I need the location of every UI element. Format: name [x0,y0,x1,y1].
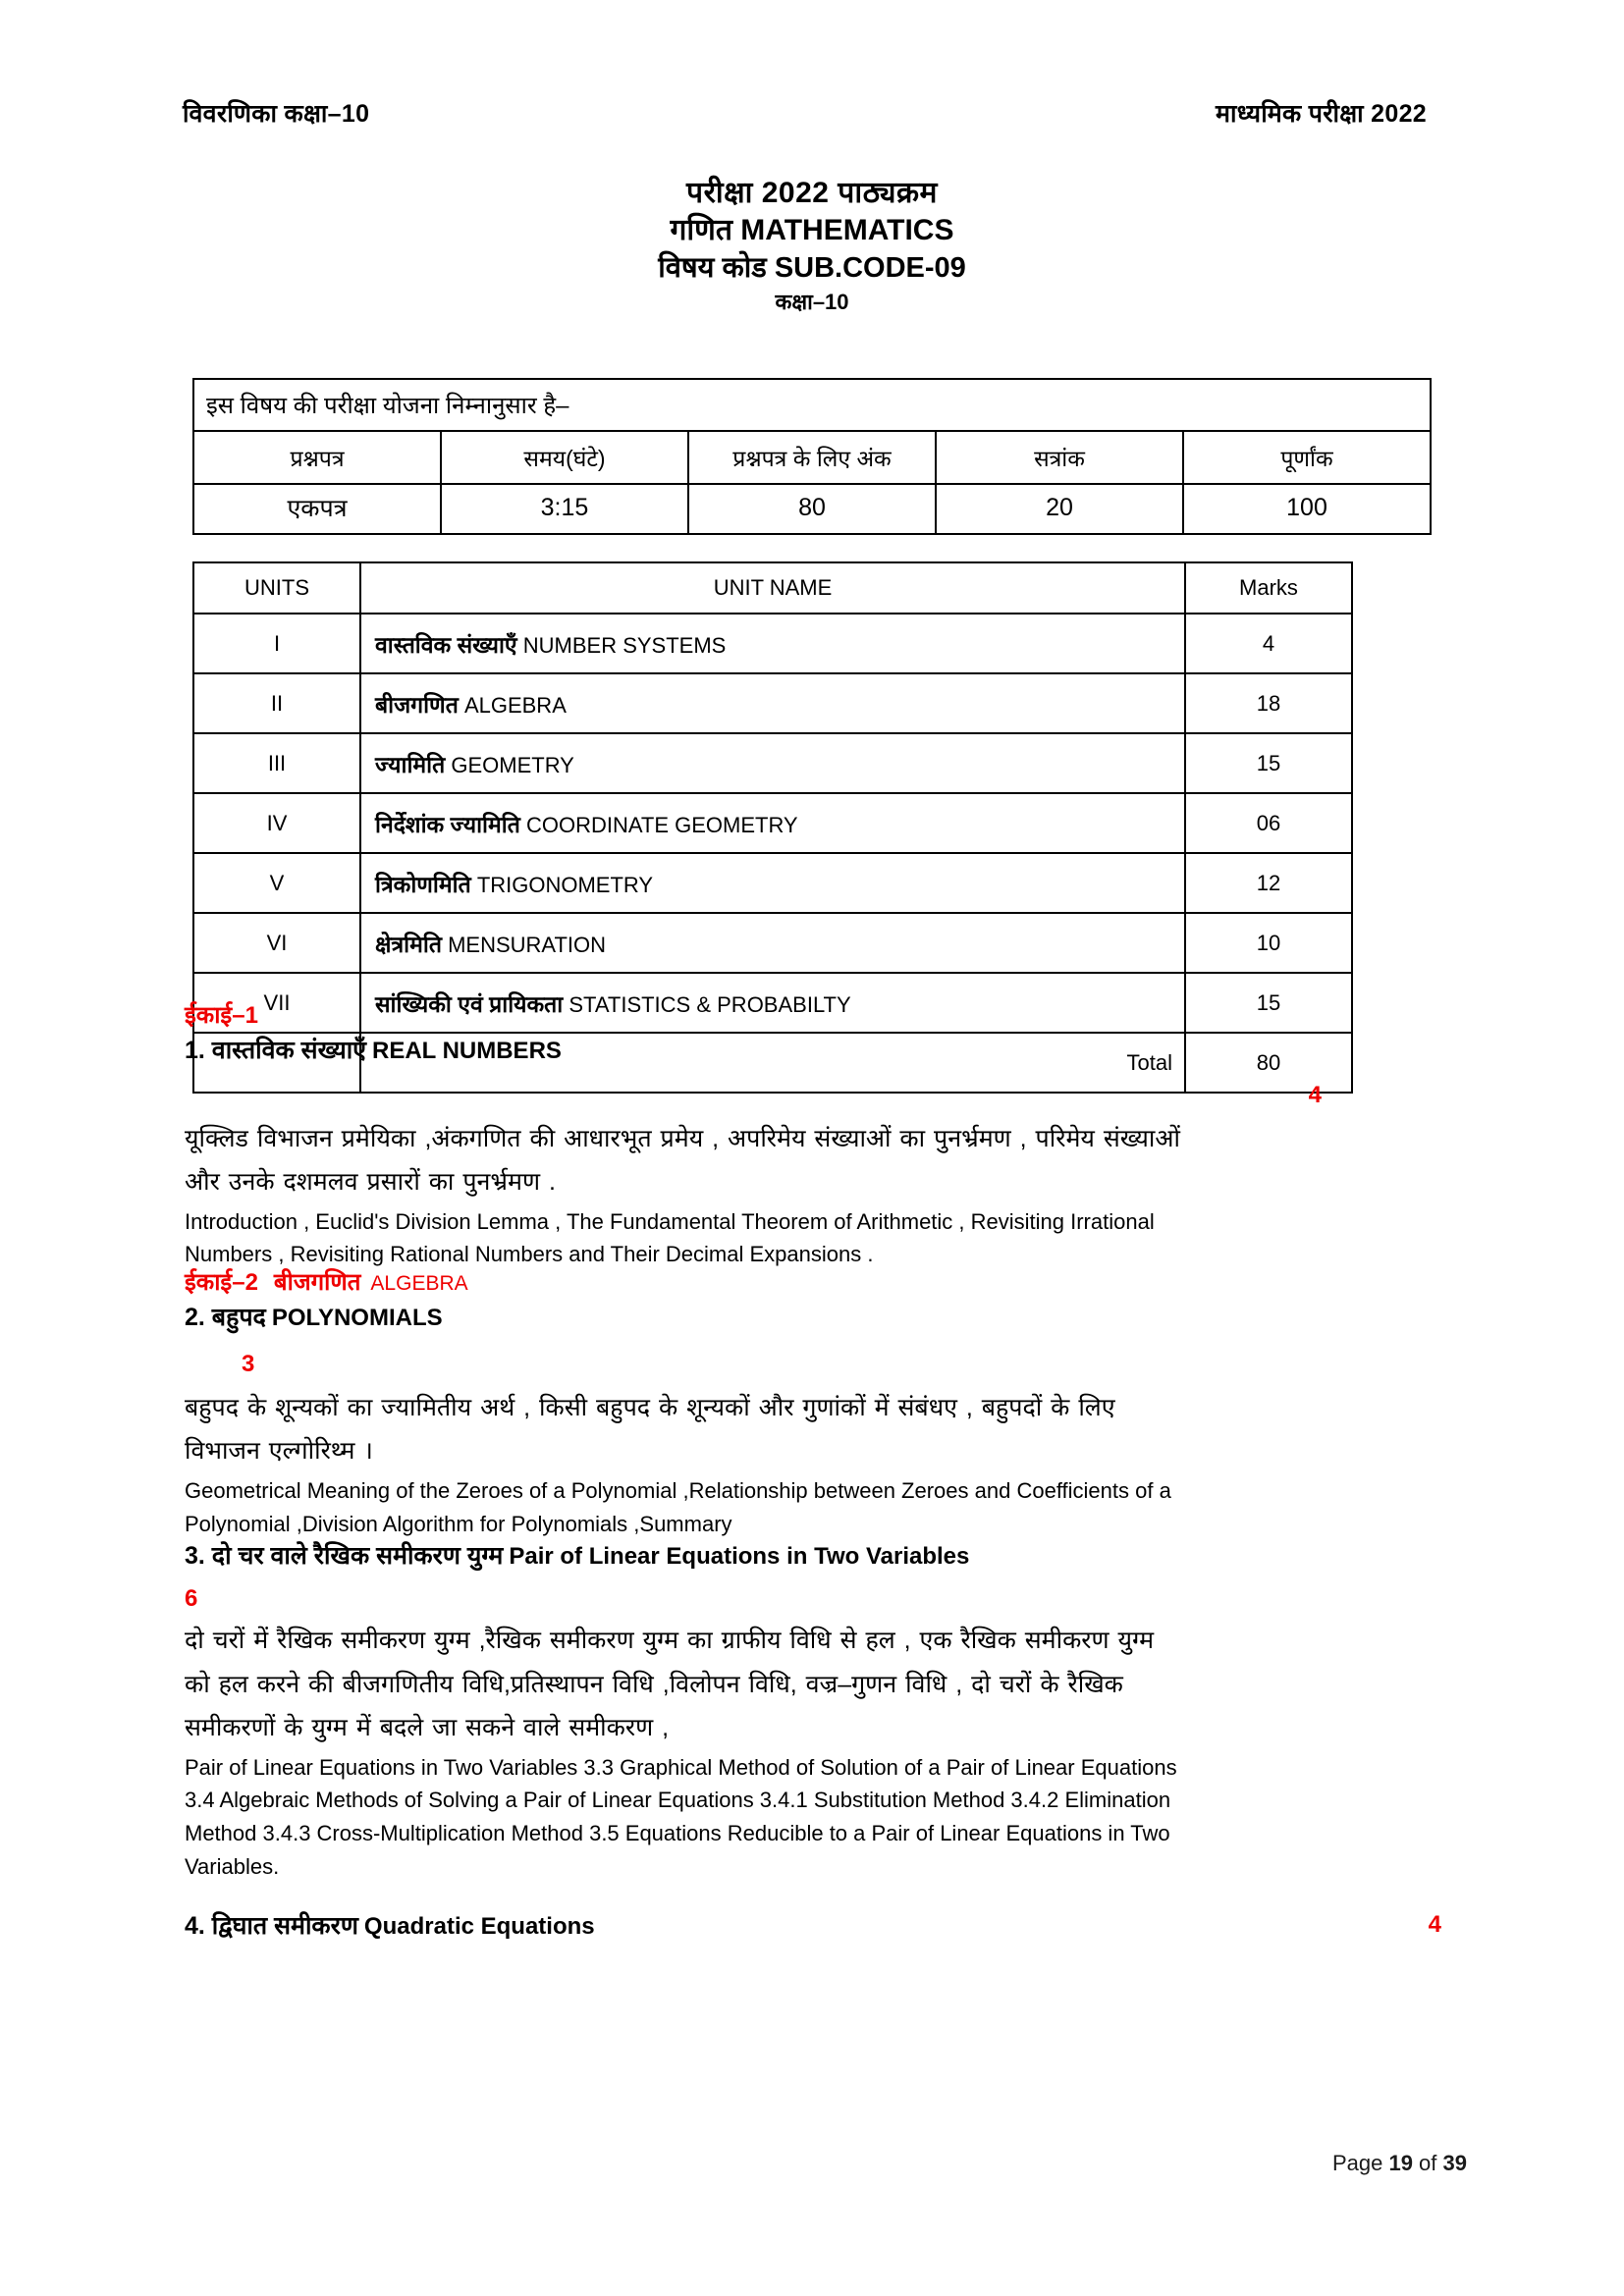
plan-value-marks: 80 [688,484,936,534]
section-3-heading-english: Pair of Linear Equations in Two Variables [509,1543,970,1571]
exam-plan-table [192,378,1432,535]
section-1-english-line-2: Numbers , Revisiting Rational Numbers and Their Decimal Expansions . [185,1242,874,1267]
unit-number: II [193,673,360,733]
unit-name-english: NUMBER SYSTEMS [522,632,727,658]
table-row [193,673,1352,733]
title-subject-line: गणित MATHEMATICS [670,214,954,247]
plan-header-sessional: सत्रांक [936,431,1183,484]
plan-value-paper: एकपत्र [193,484,441,534]
unit-name-cell [360,793,1185,853]
unit-2-tag-hindi: बीजगणित [273,1269,361,1297]
unit-name-hindi: वास्तविक संख्याएँ [375,631,517,658]
section-2-hindi-line-1: बहुपद के शून्यकों का ज्यामितीय अर्थ , किसी बहुपद के शून्यकों और गुणांकों में संबंधए , बहुपदों के लिए [185,1393,1115,1421]
unit-name-cell [360,673,1185,733]
unit-name-cell [360,913,1185,973]
table-row [193,614,1352,673]
unit-name-english: COORDINATE GEOMETRY [525,812,798,837]
unit-name-hindi: बीजगणित [375,691,459,718]
unit-number: VI [193,913,360,973]
page-title-block [0,175,1624,316]
unit-marks: 10 [1185,913,1352,973]
plan-header-time: समय(घंटे) [441,431,688,484]
unit-number: I [193,614,360,673]
unit-name-cell [360,733,1185,793]
running-head-right: माध्यमिक परीक्षा 2022 [1216,100,1427,128]
section-1-hindi-line-2: और उनके दशमलव प्रसारों का पुनर्भ्रमण . [185,1168,556,1197]
unit-marks: 15 [1185,973,1352,1033]
section-2-english-line-1: Geometrical Meaning of the Zeroes of a Polynomial ,Relationship between Zeroes and Coefficients of a [185,1477,1171,1503]
section-3-english-line-2: 3.4 Algebraic Methods of Solving a Pair of Linear Equations 3.4.1 Substitution Method 3.4.2 Elimination [185,1788,1171,1813]
plan-header-marks: प्रश्नपत्र के लिए अंक [688,431,936,484]
section-3-english-line-1: Pair of Linear Equations in Two Variables 3.3 Graphical Method of Solution of a Pair of Linear Equations [185,1754,1177,1780]
section-4-heading [185,1911,1441,1942]
exam-plan-caption: इस विषय की परीक्षा योजना निम्नानुसार है– [193,379,1431,431]
unit-marks: 06 [1185,793,1352,853]
unit-name-english: ALGEBRA [463,692,567,718]
footer-middle: of [1412,2151,1443,2175]
table-row [193,379,1431,431]
footer-total-pages: 39 [1442,2151,1467,2175]
table-row [193,733,1352,793]
unit-1-tag: ईकाई–1 [185,1002,258,1029]
section-spacer [185,1882,1441,1907]
unit-name-english: STATISTICS & PROBABILTY [568,991,851,1017]
plan-value-sessional: 20 [936,484,1183,534]
running-head [183,96,1462,130]
section-3-english-line-3: Method 3.4.3 Cross-Multiplication Method 3.5 Equations Reducible to a Pair of Linear Equations in Two [185,1820,1170,1845]
unit-name-english: MENSURATION [448,932,607,957]
section-2-english-line-2: Polynomial ,Division Algorithm for Polynomials ,Summary [185,1511,732,1536]
section-2-heading [185,1303,1441,1333]
table-row [193,431,1431,484]
footer-prefix: Page [1331,2151,1389,2175]
units-header-marks: Marks [1185,562,1352,614]
unit-2-tag-number: ईकाई–2 [185,1269,258,1297]
section-3-mark: 6 [185,1585,198,1613]
section-4-heading-hindi: 4. द्विघात समीकरण [185,1912,358,1941]
syllabus-content [185,1003,1441,1942]
table-row [193,484,1431,534]
section-4-mark: 4 [1428,1911,1441,1939]
unit-name-hindi: सांख्यिकी एवं प्रायिकता [375,990,564,1017]
section-2-heading-hindi: 2. बहुपद [185,1303,266,1331]
unit-marks: 4 [1185,614,1352,673]
section-4-heading-english: Quadratic Equations [363,1913,595,1941]
footer-page-number: 19 [1388,2151,1413,2175]
unit-name-english: GEOMETRY [451,752,574,777]
unit-number: V [193,853,360,913]
plan-header-paper: प्रश्नपत्र [193,431,441,484]
title-syllabus-line: परीक्षा 2022 पाठ्यक्रम [686,177,938,209]
total-marks: 80 [1185,1033,1352,1093]
section-3-hindi-line-3: समीकरणों के युग्म में बदले जा सकने वाले समीकरण , [185,1714,670,1742]
section-1-heading-hindi: 1. वास्तविक संख्याएँ [185,1036,366,1064]
units-header-name: UNIT NAME [360,562,1185,614]
section-3-heading-hindi: 3. दो चर वाले रैखिक समीकरण युग्म [185,1542,504,1571]
plan-header-total: पूर्णांक [1183,431,1431,484]
page-footer [1332,2151,1467,2176]
unit-name-hindi: त्रिकोणमिति [375,871,471,897]
unit-number: IV [193,793,360,853]
running-head-left: विवरणिका कक्षा–10 [183,100,370,128]
title-subject-code-line: विषय कोड SUB.CODE-09 [658,251,966,284]
unit-marks: 15 [1185,733,1352,793]
unit-name-cell [360,614,1185,673]
unit-number: III [193,733,360,793]
section-3-english-line-4: Variables. [185,1853,280,1879]
table-row [193,793,1352,853]
unit-name-hindi: ज्यामिति [375,751,446,777]
plan-value-total: 100 [1183,484,1431,534]
section-1-heading-english: REAL NUMBERS [372,1037,562,1064]
unit-2-tag [185,1270,1441,1297]
unit-name-hindi: क्षेत्रमिति [375,931,442,957]
section-2-heading-english: POLYNOMIALS [271,1304,443,1331]
unit-name-cell [360,853,1185,913]
section-2-mark: 3 [242,1350,255,1377]
table-row [193,913,1352,973]
unit-marks: 12 [1185,853,1352,913]
section-1-english-line-1: Introduction , Euclid's Division Lemma , The Fundamental Theorem of Arithmetic , Revisiting Irrational [185,1208,1155,1234]
section-1-mark: 4 [1308,1081,1322,1108]
total-label: Total [360,1033,1185,1093]
unit-name-hindi: निर्देशांक ज्यामिति [375,811,520,837]
table-header-row [193,562,1352,614]
unit-marks: 18 [1185,673,1352,733]
unit-name-english: TRIGONOMETRY [476,872,654,897]
section-1-hindi-line-1: यूक्लिड विभाजन प्रमेयिका ,अंकगणित की आधारभूत प्रमेय , अपरिमेय संख्याओं का पुनर्भ्रमण , परिमेय संख्याओं [185,1124,1180,1152]
section-3-hindi-line-2: को हल करने की बीजगणितीय विधि,प्रतिस्थापन विधि ,विलोपन विधि, वज्र–गुणन विधि , दो चरों के रैखिक [185,1670,1123,1698]
units-header-units: UNITS [193,562,360,614]
section-3-heading [185,1541,1441,1572]
unit-number: VII [193,973,360,1033]
plan-value-time: 3:15 [441,484,688,534]
section-3-hindi-line-1: दो चरों में रैखिक समीकरण युग्म ,रैखिक समीकरण युग्म का ग्राफीय विधि से हल , एक रैखिक समीकरण युग्म [185,1627,1155,1655]
section-2-hindi-line-2: विभाजन एल्गोरिथ्म । [185,1437,373,1466]
table-row [193,853,1352,913]
section-1-heading [185,1036,1441,1066]
title-class-line: कक्षा–10 [775,289,849,314]
unit-2-tag-english: ALGEBRA [370,1272,468,1296]
